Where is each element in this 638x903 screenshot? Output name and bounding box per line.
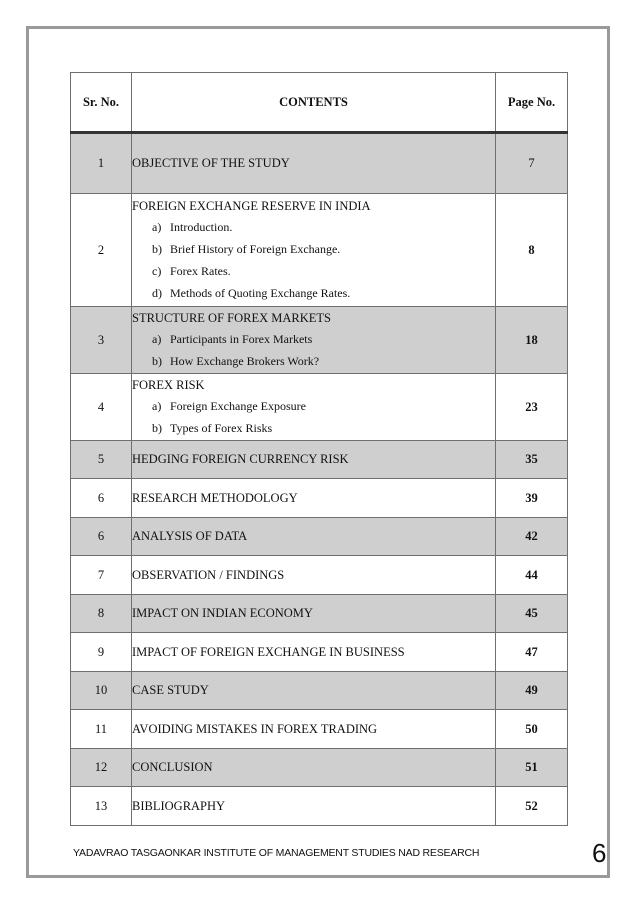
- subtopic-item: [152, 220, 495, 235]
- table-header-row: [71, 73, 568, 133]
- footer-institute-name: YADAVRAO TASGAONKAR INSTITUTE OF MANAGEMENT STUDIES NAD RESEARCH: [73, 847, 480, 859]
- row-page-no: 39: [496, 479, 568, 518]
- subtopic-letter: a): [152, 220, 162, 235]
- row-contents: [132, 133, 496, 194]
- header-page-no: Page No.: [496, 73, 568, 133]
- subtopic-list: [132, 399, 495, 436]
- row-contents: [132, 594, 496, 633]
- row-title: CONCLUSION: [132, 760, 213, 775]
- subtopic-text: Participants in Forex Markets: [170, 332, 313, 347]
- row-title: AVOIDING MISTAKES IN FOREX TRADING: [132, 721, 378, 736]
- row-title: OBJECTIVE OF THE STUDY: [132, 155, 290, 170]
- subtopic-letter: d): [152, 286, 162, 301]
- row-page-no: 50: [496, 710, 568, 749]
- row-page-no: 7: [496, 133, 568, 194]
- row-contents: [132, 671, 496, 710]
- table-row: [71, 517, 568, 556]
- row-contents: [132, 193, 496, 306]
- header-sr-no: Sr. No.: [71, 73, 132, 133]
- row-contents: [132, 748, 496, 787]
- row-sr-no: 4: [71, 374, 132, 441]
- row-title: IMPACT ON INDIAN ECONOMY: [132, 606, 313, 621]
- row-title: BIBLIOGRAPHY: [132, 798, 226, 813]
- table-row: [71, 193, 568, 306]
- subtopic-letter: a): [152, 332, 162, 347]
- subtopic-text: How Exchange Brokers Work?: [170, 354, 320, 369]
- table-row: [71, 671, 568, 710]
- subtopic-text: Brief History of Foreign Exchange.: [170, 242, 341, 257]
- table-row: [71, 787, 568, 826]
- row-contents: [132, 517, 496, 556]
- row-contents: [132, 556, 496, 595]
- row-page-no: 23: [496, 374, 568, 441]
- table-row: [71, 710, 568, 749]
- subtopic-text: Types of Forex Risks: [170, 421, 273, 436]
- row-page-no: 35: [496, 440, 568, 479]
- table-row: [71, 748, 568, 787]
- row-title: IMPACT OF FOREIGN EXCHANGE IN BUSINESS: [132, 644, 405, 659]
- row-page-no: 49: [496, 671, 568, 710]
- row-page-no: 18: [496, 307, 568, 374]
- table-row: [71, 307, 568, 374]
- row-page-no: 44: [496, 556, 568, 595]
- table-row: [71, 633, 568, 672]
- row-sr-no: 6: [71, 517, 132, 556]
- subtopic-item: [152, 399, 495, 414]
- row-sr-no: 12: [71, 748, 132, 787]
- row-sr-no: 11: [71, 710, 132, 749]
- row-title: FOREX RISK: [132, 378, 205, 393]
- page-number: 6: [592, 838, 607, 868]
- row-contents: [132, 633, 496, 672]
- subtopic-item: [152, 286, 495, 301]
- subtopic-item: [152, 242, 495, 257]
- row-sr-no: 10: [71, 671, 132, 710]
- row-title: ANALYSIS OF DATA: [132, 529, 248, 544]
- subtopic-letter: b): [152, 242, 162, 257]
- row-sr-no: 1: [71, 133, 132, 194]
- row-title: STRUCTURE OF FOREX MARKETS: [132, 311, 331, 326]
- subtopic-item: [152, 264, 495, 279]
- subtopic-text: Introduction.: [170, 220, 233, 235]
- row-page-no: 45: [496, 594, 568, 633]
- row-title: FOREIGN EXCHANGE RESERVE IN INDIA: [132, 199, 371, 214]
- row-contents: [132, 787, 496, 826]
- subtopic-letter: b): [152, 421, 162, 436]
- table-row: [71, 440, 568, 479]
- subtopic-item: [152, 421, 495, 436]
- row-sr-no: 9: [71, 633, 132, 672]
- row-sr-no: 13: [71, 787, 132, 826]
- table-row: [71, 556, 568, 595]
- row-contents: [132, 710, 496, 749]
- row-sr-no: 2: [71, 193, 132, 306]
- subtopic-text: Foreign Exchange Exposure: [170, 399, 306, 414]
- subtopic-letter: c): [152, 264, 162, 279]
- table-body: [71, 133, 568, 826]
- subtopic-letter: a): [152, 399, 162, 414]
- row-page-no: 42: [496, 517, 568, 556]
- subtopic-list: [132, 220, 495, 301]
- row-sr-no: 8: [71, 594, 132, 633]
- table-row: [71, 374, 568, 441]
- header-contents: CONTENTS: [132, 73, 496, 133]
- contents-table: [70, 72, 568, 826]
- row-title: HEDGING FOREIGN CURRENCY RISK: [132, 452, 349, 467]
- row-page-no: 51: [496, 748, 568, 787]
- subtopic-item: [152, 332, 495, 347]
- row-title: OBSERVATION / FINDINGS: [132, 567, 285, 582]
- row-sr-no: 6: [71, 479, 132, 518]
- row-sr-no: 3: [71, 307, 132, 374]
- subtopic-list: [132, 332, 495, 369]
- row-sr-no: 7: [71, 556, 132, 595]
- table-row: [71, 133, 568, 194]
- table-row: [71, 594, 568, 633]
- row-title: RESEARCH METHODOLOGY: [132, 490, 298, 505]
- subtopic-text: Methods of Quoting Exchange Rates.: [170, 286, 351, 301]
- subtopic-text: Forex Rates.: [170, 264, 231, 279]
- table-row: [71, 479, 568, 518]
- subtopic-item: [152, 354, 495, 369]
- row-contents: [132, 440, 496, 479]
- row-contents: [132, 479, 496, 518]
- row-sr-no: 5: [71, 440, 132, 479]
- row-page-no: 47: [496, 633, 568, 672]
- row-contents: [132, 374, 496, 441]
- row-page-no: 8: [496, 193, 568, 306]
- row-title: CASE STUDY: [132, 683, 209, 698]
- subtopic-letter: b): [152, 354, 162, 369]
- row-contents: [132, 307, 496, 374]
- row-page-no: 52: [496, 787, 568, 826]
